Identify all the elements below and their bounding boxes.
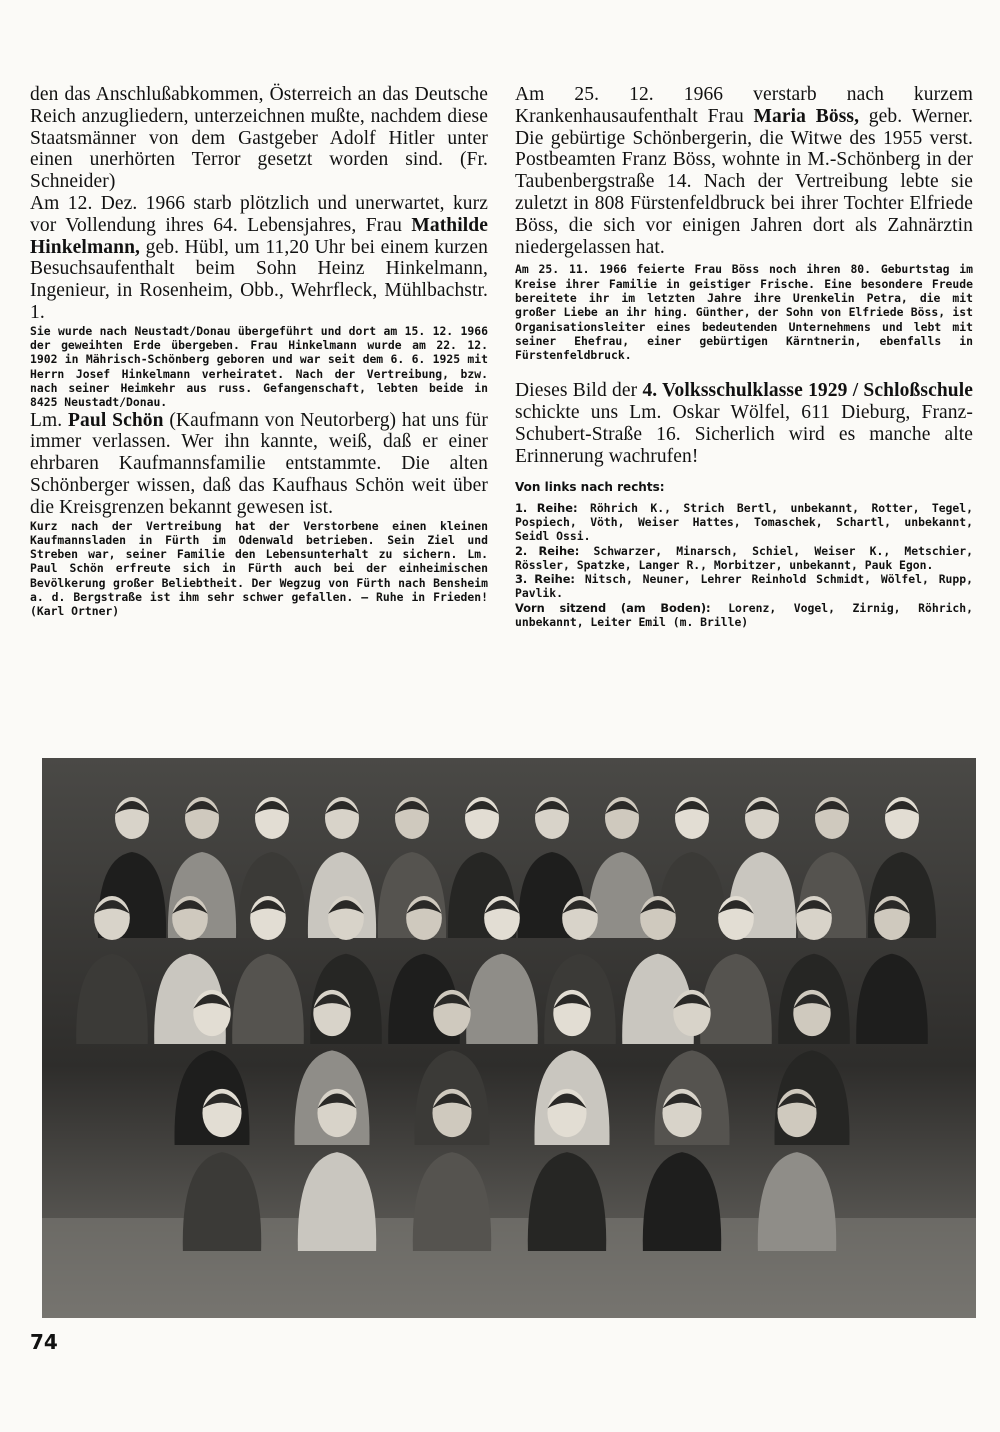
paragraph-hinkelmann-details: Sie wurde nach Neustadt/Donau übergeführt und dort am 15. 12. 1966 der geweihten Erde übergeben. Frau Hinkelmann wurde am 22. 12. 1902 in Mährisch-Schönberg geboren und war seit dem 6. 6. 1925 mit Herrn Josef Hinkelmann verheiratet. Nach der Vertreibung, bzw. nach seiner Heimkehr aus russ. Gefangenschaft, lebten beide in 8425 Neustadt/Donau. [30, 323, 488, 410]
caption-heading: Von links nach rechts: [515, 479, 665, 494]
caption-row-front [515, 601, 973, 630]
paragraph-photo-intro [515, 380, 973, 467]
row-names: Nitsch, Neuner, Lehrer Reinhold Schmidt, Wölfel, Rupp, Pavlik. [515, 572, 973, 601]
left-column [30, 84, 488, 619]
text: Dieses Bild der [515, 380, 643, 402]
paragraph-schoen [30, 410, 488, 519]
paragraph-hinkelmann [30, 193, 488, 324]
caption-row-1 [515, 501, 973, 544]
class-name: 4. Volksschulklasse 1929 / Schloßschule [642, 380, 973, 402]
right-column [515, 84, 973, 629]
row-names: Röhrich K., Strich Bertl, unbekannt, Rotter, Tegel, Pospiech, Vöth, Weiser Hattes, Tomaschek, Schartl, unbekannt, Seidl Ossi. [515, 500, 973, 544]
class-photo-image [42, 758, 976, 1318]
text: Am 25. 12. 1966 verstarb nach kurzem Krankenhausaufenthalt Frau [515, 84, 973, 127]
caption-row-2 [515, 544, 973, 573]
row-label: 1. Reihe: [515, 500, 578, 515]
paragraph-anschluss: den das Anschlußabkommen, Österreich an das Deutsche Reich anzugliedern, unterzeichnen mußte, nachdem diese Staatsmänner von dem Gastgeber Adolf Hitler unter einen unerhörten Terror gesetzt worden sind. (Fr. Schneider) [30, 84, 488, 193]
name-hinkelmann: Mathilde Hinkelmann, [30, 214, 488, 258]
row-label: Vorn sitzend (am Boden): [515, 600, 711, 615]
text: (Kaufmann von Neutorberg) hat uns für immer verlassen. Wer ihn kannte, weiß, daß er einer ehrbaren Kaufmannsfamilie entstammte. Die alten Schönberger wissen, daß das Kaufhaus Schön weit über die Kreisgrenzen bekannt gewesen ist. [30, 409, 488, 518]
name-boess: Maria Böss, [753, 105, 860, 127]
paragraph-boess [515, 84, 973, 258]
name-schoen: Paul Schön [68, 409, 164, 431]
row-label: 3. Reihe: [515, 572, 575, 587]
row-names: Lorenz, Vogel, Zirnig, Röhrich, unbekannt, Leiter Emil (m. Brille) [515, 600, 973, 630]
text: schickte uns Lm. Oskar Wölfel, 611 Dieburg, Franz-Schubert-Straße 16. Sicherlich wird es manche alte Erinnerung wachrufen! [515, 402, 973, 467]
text: Lm. [30, 409, 69, 431]
row-names: Schwarzer, Minarsch, Schiel, Weiser K., Metschier, Rössler, Spatzke, Langer R., Morbitzer, unbekannt, Pauk Egon. [515, 543, 973, 572]
caption-row-3 [515, 572, 973, 601]
text: Am 12. Dez. 1966 starb plötzlich und unerwartet, kurz vor Vollendung ihres 64. Lebensjahres, Frau [30, 192, 488, 236]
page-number: 74 [30, 1330, 58, 1354]
paragraph-boess-details: Am 25. 11. 1966 feierte Frau Böss noch ihren 80. Geburtstag im Kreise ihrer Familie in geistiger Frische. Eine besondere Freude bereitete ihr im letzten Jahre ihre Urenkelin Petra, die mit großer Liebe an ihr hing. Günther, der Sohn von Elfriede Böss, ist Organisationsleiter eines bedeutenden Unternehmens und lebt mit seiner Ehefrau, einer gebürtigen Kärntnerin, ebenfalls in Fürstenfeldbruck. [515, 262, 973, 363]
paragraph-schoen-details: Kurz nach der Vertreibung hat der Verstorbene einen kleinen Kaufmannsladen in Fürth im Odenwald betrieben. Sein Ziel und Streben war, seiner Familie den Lebensunterhalt zu sichern. Lm. Paul Schön erfreute sich in Fürth auch bei der einheimischen Bevölkerung großer Beliebtheit. Der Wegzug von Fürth nach Bensheim a. d. Bergstraße ist ihm sehr schwer gefallen. — Ruhe in Frieden! (Karl Ortner) [30, 518, 488, 619]
text: geb. Werner. Die gebürtige Schönbergerin, die Witwe des 1955 verst. Postbeamten Franz Böss, wohnte in M.-Schönberg in der Taubenbergstraße 14. Nach der Vertreibung lebte sie zuletzt in 808 Fürstenfeldbruck bei ihrer Tochter Elfriede Böss, die sich vor einigen Jahren dort als Zahnärztin niedergelassen hat. [515, 105, 973, 258]
class-photo [42, 758, 976, 1318]
text: geb. Hübl, um 11,20 Uhr bei einem kurzen Besuchsaufenthalt beim Sohn Heinz Hinkelmann, Ingenieur, in Rosenheim, Obb., Wehrfleck, Mühlbachstr. 1. [30, 236, 488, 323]
row-label: 2. Reihe: [515, 543, 580, 558]
